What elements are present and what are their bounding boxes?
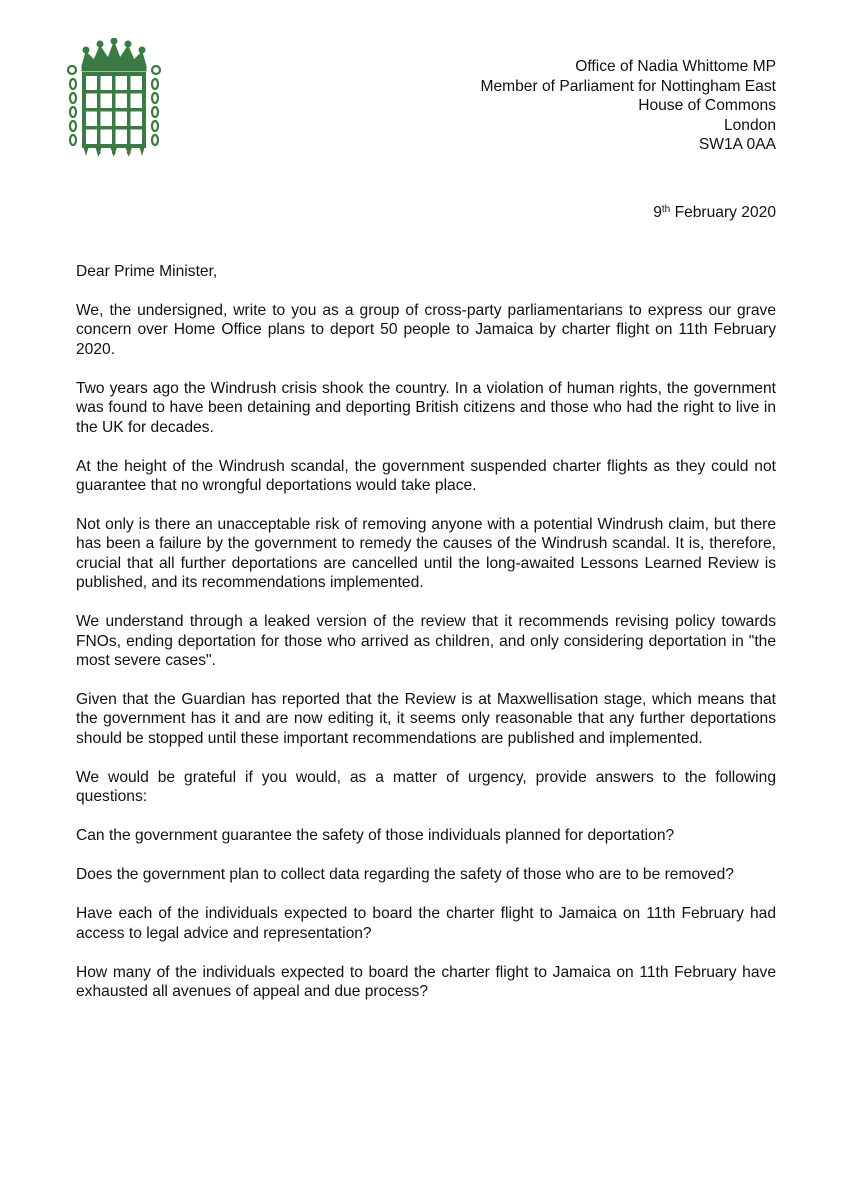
paragraph: We, the undersigned, write to you as a group of cross-party parliamentarians to express our grave concern over Home Office plans to deport 50 people to Jamaica by charter flight on 11th February 2020.: [76, 302, 776, 358]
paragraph: Not only is there an unacceptable risk of removing anyone with a potential Windrush claim, but there has been a failure by the government to remedy the causes of the Windrush scandal. It is, therefore, crucial that all further deportations are cancelled until the long-awaited Lessons Learned Review is published, and its recommendations implemented.: [76, 516, 776, 592]
question: How many of the individuals expected to board the charter flight to Jamaica on 11th February have exhausted all avenues of appeal and due process?: [76, 963, 776, 1001]
question: Have each of the individuals expected to board the charter flight to Jamaica on 11th February had access to legal advice and representation?: [76, 905, 776, 942]
question: Can the government guarantee the safety of those individuals planned for deportation?: [76, 827, 675, 845]
letter-body: [76, 262, 776, 1021]
paragraph: Given that the Guardian has reported that the Review is at Maxwellisation stage, which means that the government has it and are now editing it, it seems only reasonable that any further deportations should be stopped until these important recommendations are published and implemented.: [76, 691, 776, 747]
address-line: House of Commons: [638, 97, 776, 114]
paragraph: We understand through a leaked version of the review that it recommends revising policy towards FNOs, ending deportation for those who arrived as children, and only considering deportation in "the most severe cases".: [76, 613, 776, 670]
address-line: SW1A 0AA: [698, 136, 776, 153]
address-line: Office of Nadia Whittome MP: [575, 58, 776, 75]
date-month-year: February 2020: [670, 204, 776, 221]
address-line: Member of Parliament for Nottingham East: [480, 77, 776, 95]
paragraph: Two years ago the Windrush crisis shook the country. In a violation of human rights, the government was found to have been detaining and deporting British citizens and those who had the right to live in the UK for decades.: [76, 379, 776, 436]
address-line: London: [723, 116, 776, 134]
salutation: Dear Prime Minister,: [76, 263, 218, 280]
date-day: 9: [653, 204, 662, 221]
paragraph: At the height of the Windrush scandal, the government suspended charter flights as they could not guarantee that no wrongful deportations would take place.: [76, 457, 776, 495]
question: Does the government plan to collect data regarding the safety of those who are to be removed?: [76, 866, 734, 884]
date-suffix: th: [661, 204, 671, 215]
portcullis-crest-icon: [64, 38, 164, 158]
paragraph: We would be grateful if you would, as a matter of urgency, provide answers to the following questions:: [76, 768, 776, 806]
letter-date: [653, 203, 776, 223]
sender-address: [480, 57, 776, 155]
